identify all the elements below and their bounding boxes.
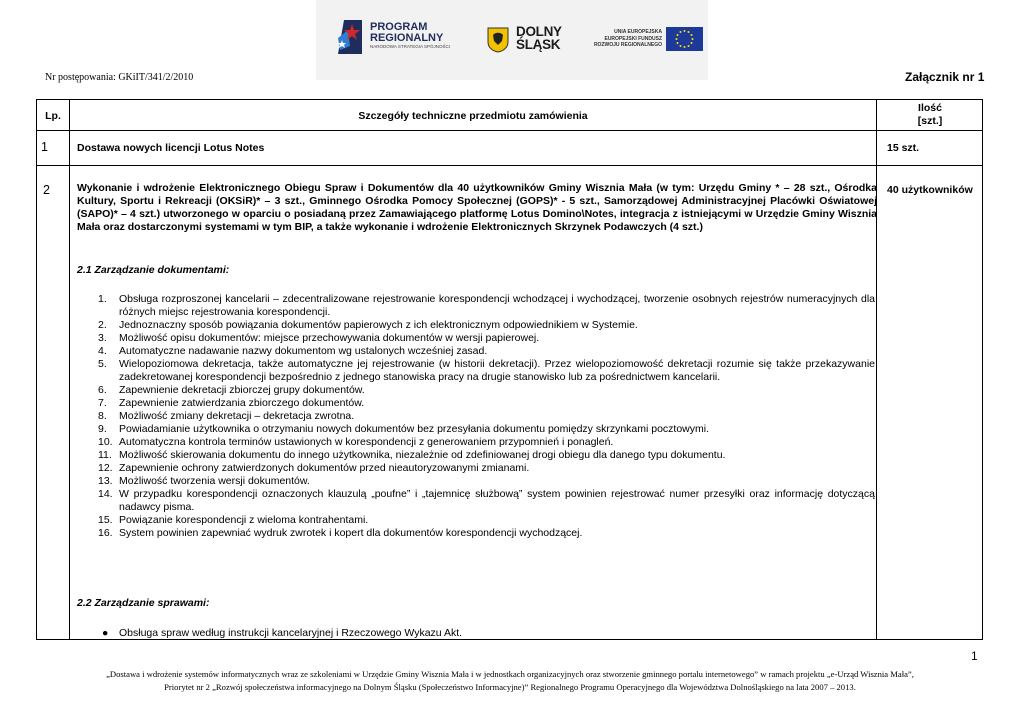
table-row-1-quantity: 15 szt. bbox=[887, 142, 920, 154]
list-item: ● Obsługa spraw według instrukcji kancelaryjnej i Rzeczowego Wykazu Akt. bbox=[102, 627, 463, 639]
column-header-lp: Lp. bbox=[45, 110, 61, 122]
document-management-list bbox=[83, 293, 875, 540]
program-regionalny-text: PROGRAM REGIONALNY NARODOWA STRATEGIA SPÓJNOŚCI bbox=[370, 21, 451, 49]
list-item: 15. Powiązanie korespondencji z wieloma kontrahentami. bbox=[98, 514, 369, 526]
section-title-document-management: 2.1 Zarządzanie dokumentami: bbox=[77, 264, 230, 276]
column-divider bbox=[876, 100, 877, 639]
row-divider bbox=[37, 165, 982, 166]
list-item: 3. Możliwość opisu dokumentów: miejsce przechowywania dokumentów w wersji papierowej. bbox=[98, 332, 540, 344]
list-item: 7. Zapewnienie zatwierdzania zbiorczego dokumentów. bbox=[98, 397, 365, 409]
table-row-2-lp: 2 bbox=[43, 183, 50, 197]
list-item: 2. Jednoznaczny sposób powiązania dokumentów papierowych z ich elektronicznym odpowiednikiem w Systemie. bbox=[98, 319, 638, 331]
table-row-2-details: Wykonanie i wdrożenie Elektronicznego Obiegu Spraw i Dokumentów dla 40 użytkowników Gminy Wisznia Mała (w tym: Urzędu Gminy * – 28 szt., Ośrodka Kultury, Sportu i Rekreacji (OKSiR)* – 3 szt., Gminnego Ośrodka Pomocy Społecznej (GOPS)* - 5 szt., Samorządowej Administracyjnej Placówki Oświatowej (SAPO)* – 4 szt.) utworzonego w oparciu o posiadaną przez Zamawiającego platformę Lotus Domino\Notes, integracja z istniejącymi w Urzędzie Gminy Wisznia Mała oraz dostarczonymi systemami w tym BIP, a także wykonanie i wdrożenie Elektronicznych Skrzynek Podawczych (4 szt.) bbox=[77, 182, 877, 233]
column-divider bbox=[69, 100, 70, 639]
case-number: Nr postępowania: GKiIT/341/2/2010 bbox=[45, 72, 194, 83]
list-item: 10. Automatyczna kontrola terminów ustawionych w korespondencji z generowaniem przypomnień i ponagleń. bbox=[98, 436, 614, 448]
column-header-quantity: Ilość [szt.] bbox=[917, 102, 943, 127]
list-item: 11. Możliwość skierowania dokumentu do innego użytkownika, niezależnie od zdefiniowanej drogi obiegu dla danego typu dokumentu. bbox=[98, 449, 726, 461]
list-item: 6. Zapewnienie dekretacji zbiorczej grupy dokumentów. bbox=[98, 384, 365, 396]
table-row-1-lp: 1 bbox=[41, 140, 48, 154]
case-management-list bbox=[83, 627, 875, 640]
list-item: 14. W przypadku korespondencji oznaczonych klauzulą „poufne” i „tajemnicę służbową” system powinien rejestrować numer przesyłki oraz informację dotyczącą nadawcy pisma. bbox=[98, 488, 875, 513]
column-header-details: Szczegóły techniczne przedmiotu zamówienia bbox=[358, 110, 588, 122]
eu-flag-icon bbox=[666, 27, 703, 51]
list-item: 12. Zapewnienie ochrony zatwierdzonych dokumentów przed nieautoryzowanymi zmianami. bbox=[98, 462, 530, 474]
list-item: 16. System powinien zapewniać wydruk zwrotek i kopert dla dokumentów korespondencji wychodzącej. bbox=[98, 527, 583, 539]
list-item: 5. Wielopoziomowa dekretacja, także automatyczne jej rejestrowanie (w historii dekretacji). Przez wielopoziomowość dekretacji rozumie się także przekazywanie zadekretowanej korespondencji bezpośrednio z jednego stanowiska pracy na drugie stanowisko lub za pośrednictwem kancelarii. bbox=[98, 358, 875, 383]
table-row-2-quantity: 40 użytkowników bbox=[887, 184, 973, 196]
program-regionalny-logo-icon bbox=[336, 16, 366, 58]
eu-fund-text: UNIA EUROPEJSKA EUROPEJSKI FUNDUSZ ROZWOJU REGIONALNEGO bbox=[593, 29, 662, 48]
list-item: 4. Automatyczne nadawanie nazwy dokumentom wg ustalonych wcześniej zasad. bbox=[98, 345, 488, 357]
table-row-1-details: Dostawa nowych licencji Lotus Notes bbox=[77, 142, 265, 154]
list-item: 1. Obsługa rozproszonej kancelarii – zdecentralizowane rejestrowanie korespondencji wchodzącej i wychodzącej, tworzenie osobnych rejestrów numeracyjnych dla różnych miejsc rejestrowania korespondencji. bbox=[98, 293, 875, 318]
bullet-icon: ● bbox=[102, 627, 109, 639]
section-title-case-management: 2.2 Zarządzanie sprawami: bbox=[77, 597, 210, 609]
dolny-slask-text: DOLNY ŚLĄSK bbox=[516, 24, 562, 52]
list-item: 13. Możliwość tworzenia wersji dokumentów. bbox=[98, 475, 310, 487]
list-item: 9. Powiadamianie użytkownika o otrzymaniu nowych dokumentów bez przesyłania dokumentu pomiędzy skrzynkami pocztowymi. bbox=[98, 423, 710, 435]
list-item: 8. Możliwość zmiany dekretacji – dekretacja zwrotna. bbox=[98, 410, 355, 422]
annex-title: Załącznik nr 1 bbox=[905, 70, 985, 84]
row-divider bbox=[37, 130, 982, 131]
footer-note: „Dostawa i wdrożenie systemów informatycznych wraz ze szkoleniami w Urzędzie Gminy Wisznia Mała i w jednostkach organizacyjnych oraz stworzenie gminnego portalu internetowego” w ramach projektu „e-Urząd Wisznia Mała”, Priorytet nr 2 „Rozwój społeczeństwa informacyjnego na Dolnym Śląsku (Społeczeństwo Informacyjne)” Regionalnego Programu Operacyjnego dla Województwa Dolnośląskiego na lata 2007 – 2013. bbox=[106, 669, 914, 692]
dolny-slask-crest-icon bbox=[487, 27, 509, 53]
specification-table bbox=[36, 99, 983, 640]
page-number: 1 bbox=[971, 649, 978, 663]
